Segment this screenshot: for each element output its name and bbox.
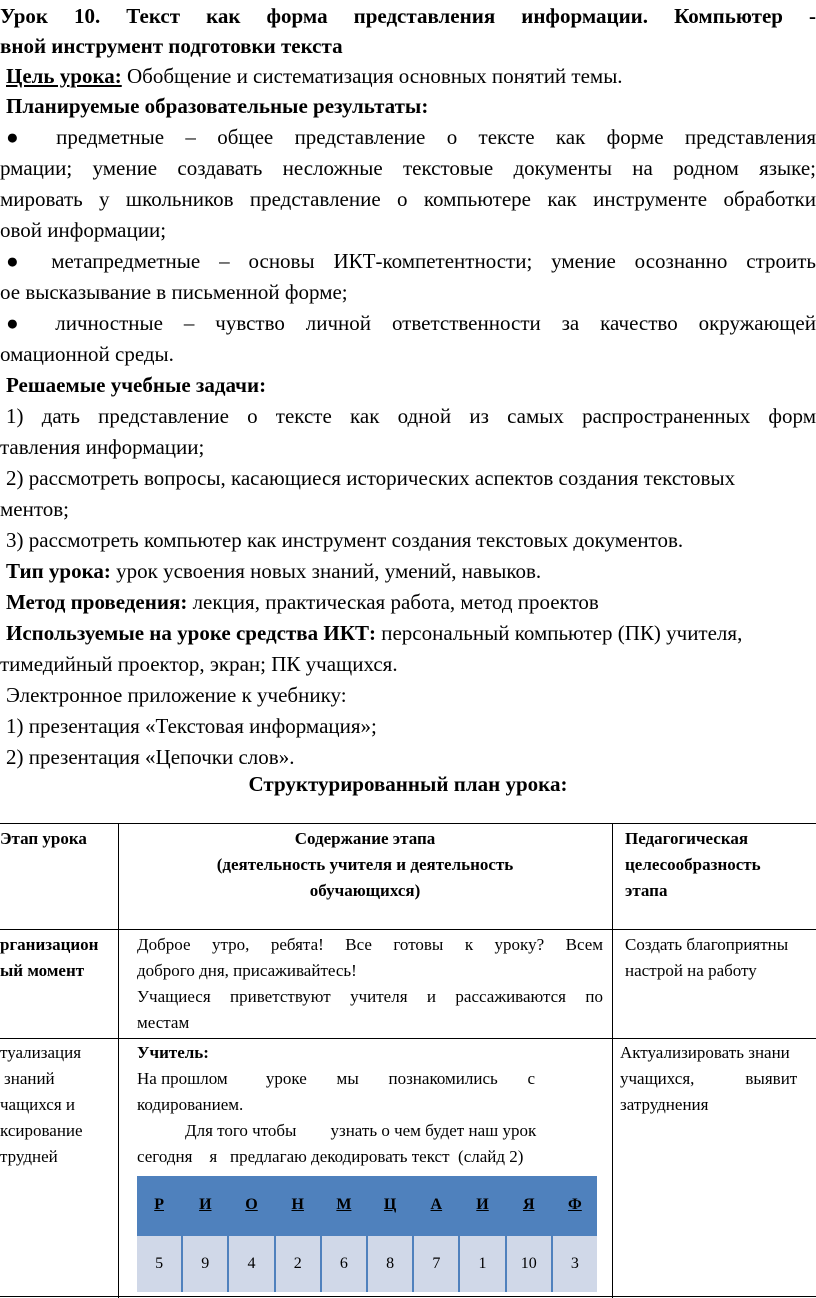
header-stage: Этап урока [0, 829, 87, 848]
row2-stage-line1: туализация [0, 1043, 82, 1062]
row2-content-line4: сегодня я предлагаю декодировать текст (слайд 2) [137, 1147, 524, 1166]
row1-stage-line2: ый момент [0, 961, 85, 980]
decode-number: 1 [460, 1236, 504, 1292]
eapp-item2: 2) презентация «Цепочки слов». [6, 745, 295, 769]
goal-label: Цель урока: [6, 64, 122, 88]
lesson-method [6, 590, 599, 614]
decode-number: 6 [322, 1236, 366, 1292]
row1-content-line1: Доброе утро, ребята! Все готовы к уроку? Всем [137, 935, 603, 954]
decode-letter: Р [137, 1176, 181, 1234]
goal-text: Обобщение и систематизация основных понятий темы. [121, 64, 623, 88]
lesson-type-label: Тип урока: [6, 559, 111, 583]
table-divider-2 [0, 1038, 816, 1039]
decode-number: 5 [137, 1236, 181, 1292]
row2-stage-line5: трудней [0, 1147, 58, 1166]
row1-purpose-line2: настрой на работу [625, 961, 757, 980]
row2-teacher-label: Учитель: [137, 1043, 209, 1062]
decode-number: 4 [229, 1236, 273, 1292]
task1-line2: тавления информации; [0, 435, 205, 459]
result-meta-line1: ● метапредметные – основы ИКТ-компетентности; умение осознанно строить [6, 249, 816, 273]
header-content-line1: Содержание этапа [294, 829, 436, 848]
decode-number: 2 [276, 1236, 320, 1292]
decode-number: 8 [368, 1236, 412, 1292]
lesson-title-line1: Урок 10. Текст как форма представления информации. Компьютер - [0, 4, 816, 28]
header-purpose-line3: этапа [625, 881, 668, 900]
lesson-type [6, 559, 541, 583]
row1-content-line3: Учащиеся приветствуют учителя и рассаживаются по [137, 987, 603, 1006]
decode-letter: Ф [553, 1176, 597, 1234]
decode-letter: Ц [368, 1176, 412, 1234]
decode-letter: Н [276, 1176, 320, 1234]
table-divider-1 [0, 929, 816, 930]
table-border-top [0, 823, 816, 824]
lesson-ict-line2: тимедийный проектор, экран; ПК учащихся. [0, 652, 398, 676]
row1-content-line2: доброго дня, присаживайтесь! [137, 961, 357, 980]
header-content-line2: (деятельность учителя и деятельность [216, 855, 514, 874]
header-content-line3: обучающихся) [309, 881, 421, 900]
decode-letters-row [137, 1176, 597, 1234]
decode-number: 3 [553, 1236, 597, 1292]
tasks-heading: Решаемые учебные задачи: [6, 373, 267, 397]
eapp-item1: 1) презентация «Текстовая информация»; [6, 714, 377, 738]
task2-line1: 2) рассмотреть вопросы, касающиеся исторических аспектов создания текстовых [6, 466, 736, 490]
row1-purpose-line1: Создать благоприятны [625, 935, 789, 954]
result-subject-line2: рмации; умение создавать несложные текстовые документы на родном языке; [0, 156, 816, 180]
row2-purpose-line2: учащихся, выявит [620, 1069, 798, 1088]
decode-letter: И [460, 1176, 504, 1234]
lesson-title-line2: вной инструмент подготовки текста [0, 34, 343, 58]
lesson-ict-text: персональный компьютер (ПК) учителя, [375, 621, 743, 645]
row1-content-line4: местам [137, 1013, 190, 1032]
row1-stage-line1: рганизацион [0, 935, 99, 954]
row2-content-line1: На прошлом уроке мы познакомились с [137, 1069, 536, 1088]
decode-number: 9 [183, 1236, 227, 1292]
decode-grid [137, 1176, 597, 1292]
decode-letter: О [229, 1176, 273, 1234]
header-purpose-line1: Педагогическая [625, 829, 749, 848]
lesson-type-text: урок усвоения новых знаний, умений, навыков. [110, 559, 542, 583]
row2-stage-line3: чащихся и [0, 1095, 76, 1114]
decode-numbers-row [137, 1236, 597, 1292]
row2-content-line2: кодированием. [137, 1095, 244, 1114]
plan-heading: Структурированный план урока: [248, 772, 568, 796]
result-subject-line1: ● предметные – общее представление о тексте как форме представления [6, 125, 816, 149]
row2-purpose-line3: затруднения [620, 1095, 709, 1114]
lesson-ict-label: Используемые на уроке средства ИКТ: [6, 621, 376, 645]
lesson-method-label: Метод проведения: [6, 590, 188, 614]
result-subject-line3: мировать у школьников представление о компьютере как инструменте обработки [0, 187, 816, 211]
lesson-ict [6, 621, 742, 645]
decode-letter: И [183, 1176, 227, 1234]
result-meta-line2: ое высказывание в письменной форме; [0, 280, 348, 304]
results-heading: Планируемые образовательные результаты: [6, 94, 429, 118]
row2-stage-line4: ксирование [0, 1121, 83, 1140]
task3-line: 3) рассмотреть компьютер как инструмент создания текстовых документов. [6, 528, 684, 552]
decode-letter: А [414, 1176, 458, 1234]
lesson-method-text: лекция, практическая работа, метод проектов [187, 590, 599, 614]
task1-line1: 1) дать представление о тексте как одной из самых распространенных форм [6, 404, 816, 428]
table-border-bottom [0, 1296, 816, 1297]
row2-content-line3: Для того чтобы узнать о чем будет наш урок [185, 1121, 537, 1140]
goal-line [6, 64, 623, 88]
decode-letter: Я [507, 1176, 551, 1234]
row2-stage-line2: знаний [4, 1069, 55, 1088]
task2-line2: ментов; [0, 497, 69, 521]
table-col-divider-2 [612, 823, 613, 1298]
header-purpose-line2: целесообразность [625, 855, 761, 874]
result-subject-line4: овой информации; [0, 218, 167, 242]
decode-number: 10 [507, 1236, 551, 1292]
row2-purpose-line1: Актуализировать знани [620, 1043, 790, 1062]
result-personal-line1: ● личностные – чувство личной ответственности за качество окружающей [6, 311, 816, 335]
result-personal-line2: омационной среды. [0, 342, 174, 366]
eapp-heading: Электронное приложение к учебнику: [6, 683, 347, 707]
decode-letter: М [322, 1176, 366, 1234]
decode-number: 7 [414, 1236, 458, 1292]
